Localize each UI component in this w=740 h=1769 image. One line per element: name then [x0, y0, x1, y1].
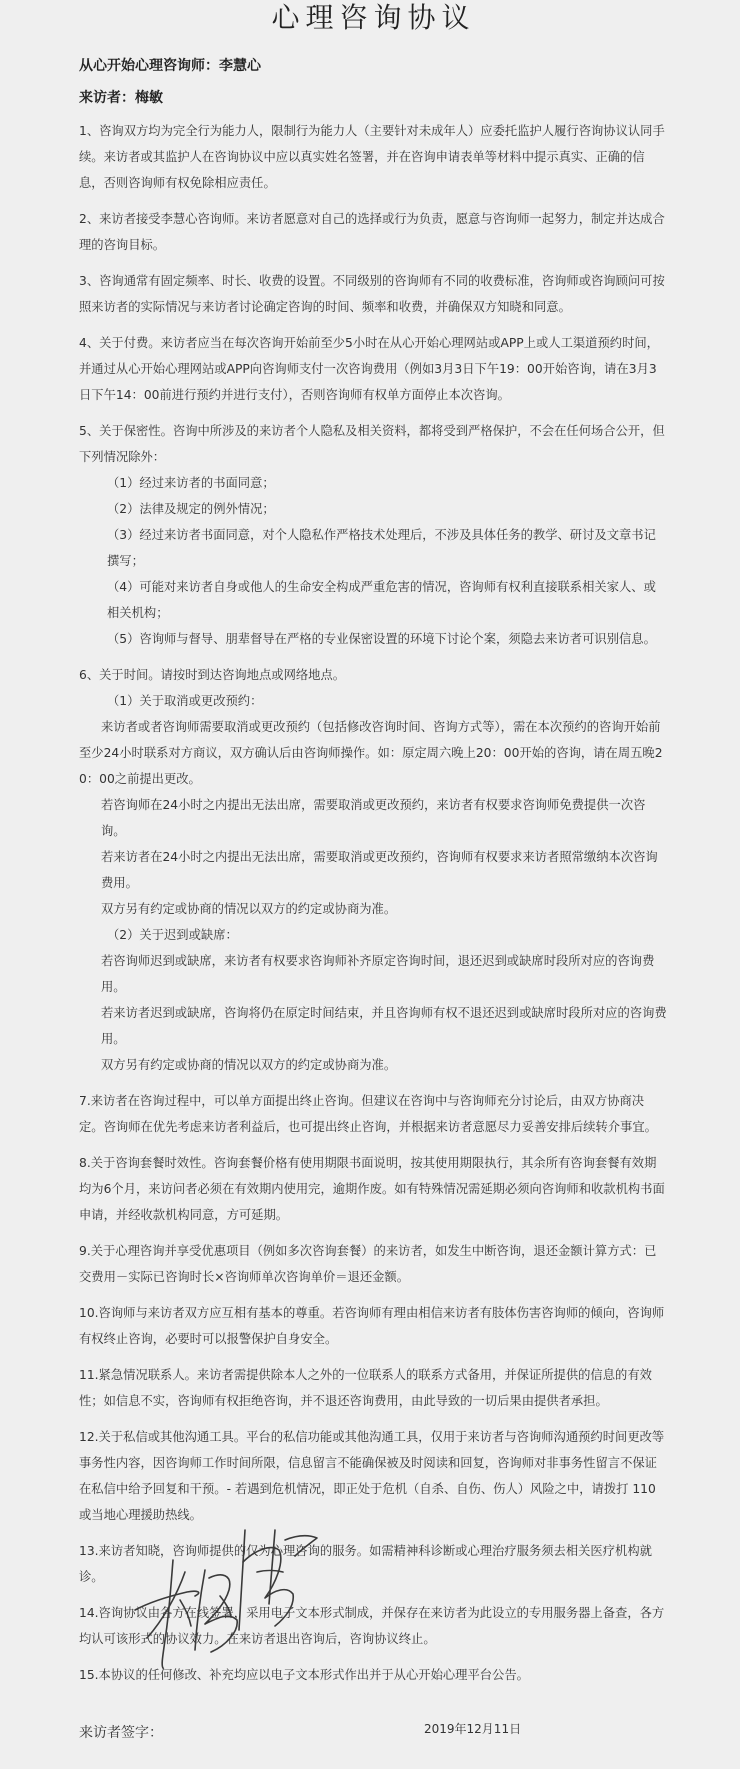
clause-8: [79, 1150, 668, 1228]
clause-4: [79, 330, 668, 408]
clause-6-intro: 6、关于时间。请按时到达咨询地点或网络地点。: [79, 668, 346, 682]
clause-6: [79, 662, 668, 1078]
clause-7: [79, 1088, 668, 1140]
clause-6-sub2-b: 若来访者迟到或缺席，咨询将仍在原定时间结束，并且咨询师有权不退还迟到或缺席时段所对应的咨询费用。: [101, 1006, 667, 1046]
clause-5-intro: 5、关于保密性。咨询中所涉及的来访者个人隐私及相关资料，都将受到严格保护，不会在任何场合公开，但下列情况除外：: [79, 424, 665, 464]
clause-5-item: （3）经过来访者书面同意，对个人隐私作严格技术处理后，不涉及具体任务的教学、研讨及文章书记撰写；: [107, 528, 656, 568]
clause-5-item: （4）可能对来访者自身或他人的生命安全构成严重危害的情况，咨询师有权利直接联系相关家人、或相关机构；: [107, 580, 656, 620]
date: 2019年12月11日: [424, 1722, 522, 1736]
clause-1-text: 1、咨询双方均为完全行为能力人，限制行为能力人（主要针对未成年人）应委托监护人履行咨询协议认同手续。来访者或其监护人在咨询协议中应以真实姓名签署，并在咨询申请表单等材料中提示真实、正确的信息，否则咨询师有权免除相应责任。: [79, 124, 665, 190]
handwritten-signature: [125, 1500, 325, 1675]
clause-10-text: 10.咨询师与来访者双方应互相有基本的尊重。若咨询师有理由相信来访者有肢体伤害咨询师的倾向，咨询师有权终止咨询，必要时可以报警保护自身安全。: [79, 1306, 665, 1346]
clause-3-text: 3、咨询通常有固定频率、时长、收费的设置。不同级别的咨询师有不同的收费标准，咨询师或咨询顾问可按照来访者的实际情况与来访者讨论确定咨询的时间、频率和收费，并确保双方知晓和同意。: [79, 274, 665, 314]
signature-label: 来访者签字：: [79, 1725, 163, 1741]
clause-11: [79, 1362, 668, 1414]
clause-12-text: 12.关于私信或其他沟通工具。平台的私信功能或其他沟通工具，仅用于来访者与咨询师沟通预约时间更改等事务性内容，因咨询师工作时间所限，信息留言不能确保被及时阅读和回复，咨询师对非事务性留言不保证在私信中给予回复和干预。- 若遇到危机情况，即正处于危机（自杀、自伤、伤人）风险之中，请拨打 110 或当地心理援助热线。: [79, 1430, 665, 1522]
clause-6-sub1-b: 若来访者在24小时之内提出无法出席，需要取消或更改预约，咨询师有权要求来访者照常缴纳本次咨询费用。: [101, 850, 658, 890]
clause-6-sub2-a: 若咨询师迟到或缺席，来访者有权要求咨询师补齐原定咨询时间，退还迟到或缺席时段所对应的咨询费用。: [101, 954, 655, 994]
clause-7-text: 7.来访者在咨询过程中，可以单方面提出终止咨询。但建议在咨询中与咨询师充分讨论后，由双方协商决定。咨询师在优先考虑来访者利益后，也可提出终止咨询，并根据来访者意愿尽力妥善安排后续转介事宜。: [79, 1094, 657, 1134]
counselor-line: 从心开始心理咨询师：李慧心: [79, 58, 261, 74]
clause-6-sub1-text: 来访者或者咨询师需要取消或更改预约（包括修改咨询时间、咨询方式等），需在本次预约的咨询开始前至少24小时联系对方商议，双方确认后由咨询师操作。如：原定周六晚上20：00开始的咨询，请在周五晚20：00之前提出更改。: [79, 720, 663, 786]
clause-5: [79, 418, 668, 652]
clause-11-text: 11.紧急情况联系人。来访者需提供除本人之外的一位联系人的联系方式备用，并保证所提供的信息的有效性；如信息不实，咨询师有权拒绝咨询，并不退还咨询费用，由此导致的一切后果由提供者承担。: [79, 1368, 652, 1408]
clause-6-sub1-a: 若咨询师在24小时之内提出无法出席，需要取消或更改预约，来访者有权要求咨询师免费提供一次咨询。: [101, 798, 646, 838]
clause-15-text: 15.本协议的任何修改、补充均应以电子文本形式作出并于从心开始心理平台公告。: [79, 1668, 529, 1682]
clause-5-item: （1）经过来访者的书面同意；: [107, 476, 275, 490]
clause-10: [79, 1300, 668, 1352]
visitor-line: 来访者：梅敏: [79, 90, 163, 106]
clause-1: [79, 118, 668, 196]
clause-6-sub2-heading: （2）关于迟到或缺席：: [107, 928, 238, 942]
clause-9: [79, 1238, 668, 1290]
clause-8-text: 8.关于咨询套餐时效性。咨询套餐价格有使用期限书面说明，按其使用期限执行，其余所有咨询套餐有效期均为6个月，来访问者必须在有效期内使用完，逾期作废。如有特殊情况需延期必须向咨询师和收款机构书面申请，并经收款机构同意，方可延期。: [79, 1156, 665, 1222]
clause-2-text: 2、来访者接受李慧心咨询师。来访者愿意对自己的选择或行为负责，愿意与咨询师一起努力，制定并达成合理的咨询目标。: [79, 212, 665, 252]
clause-6-sub1-c: 双方另有约定或协商的情况以双方的约定或协商为准。: [101, 902, 397, 916]
clause-13-text: 13.来访者知晓，咨询师提供的仅为心理咨询的服务。如需精神科诊断或心理治疗服务须去相关医疗机构就诊。: [79, 1544, 652, 1584]
page-title: 心理咨询协议: [271, 1, 476, 34]
clause-5-item: （2）法律及规定的例外情况；: [107, 502, 275, 516]
clause-4-text: 4、关于付费。来访者应当在每次咨询开始前至少5小时在从心开始心理网站或APP上或人工渠道预约时间，并通过从心开始心理网站或APP向咨询师支付一次咨询费用（例如3月3日下午19：00开始咨询，请在3月3日下午14：00前进行预约并进行支付），否则咨询师有权单方面停止本次咨询。: [79, 336, 659, 402]
clause-3: [79, 268, 668, 320]
clause-2: [79, 206, 668, 258]
clause-5-item: （5）咨询师与督导、朋辈督导在严格的专业保密设置的环境下讨论个案，须隐去来访者可识别信息。: [107, 632, 656, 646]
clause-9-text: 9.关于心理咨询并享受优惠项目（例如多次咨询套餐）的来访者，如发生中断咨询，退还金额计算方式：已交费用－实际已咨询时长×咨询师单次咨询单价＝退还金额。: [79, 1244, 657, 1284]
clause-14-text: 14.咨询协议由各方在线签署，采用电子文本形式制成，并保存在来访者为此设立的专用服务器上备查，各方均认可该形式的协议效力。在来访者退出咨询后，咨询协议终止。: [79, 1606, 665, 1646]
clause-6-sub2-c: 双方另有约定或协商的情况以双方的约定或协商为准。: [101, 1058, 397, 1072]
clause-6-sub1-heading: （1）关于取消或更改预约：: [107, 694, 263, 708]
